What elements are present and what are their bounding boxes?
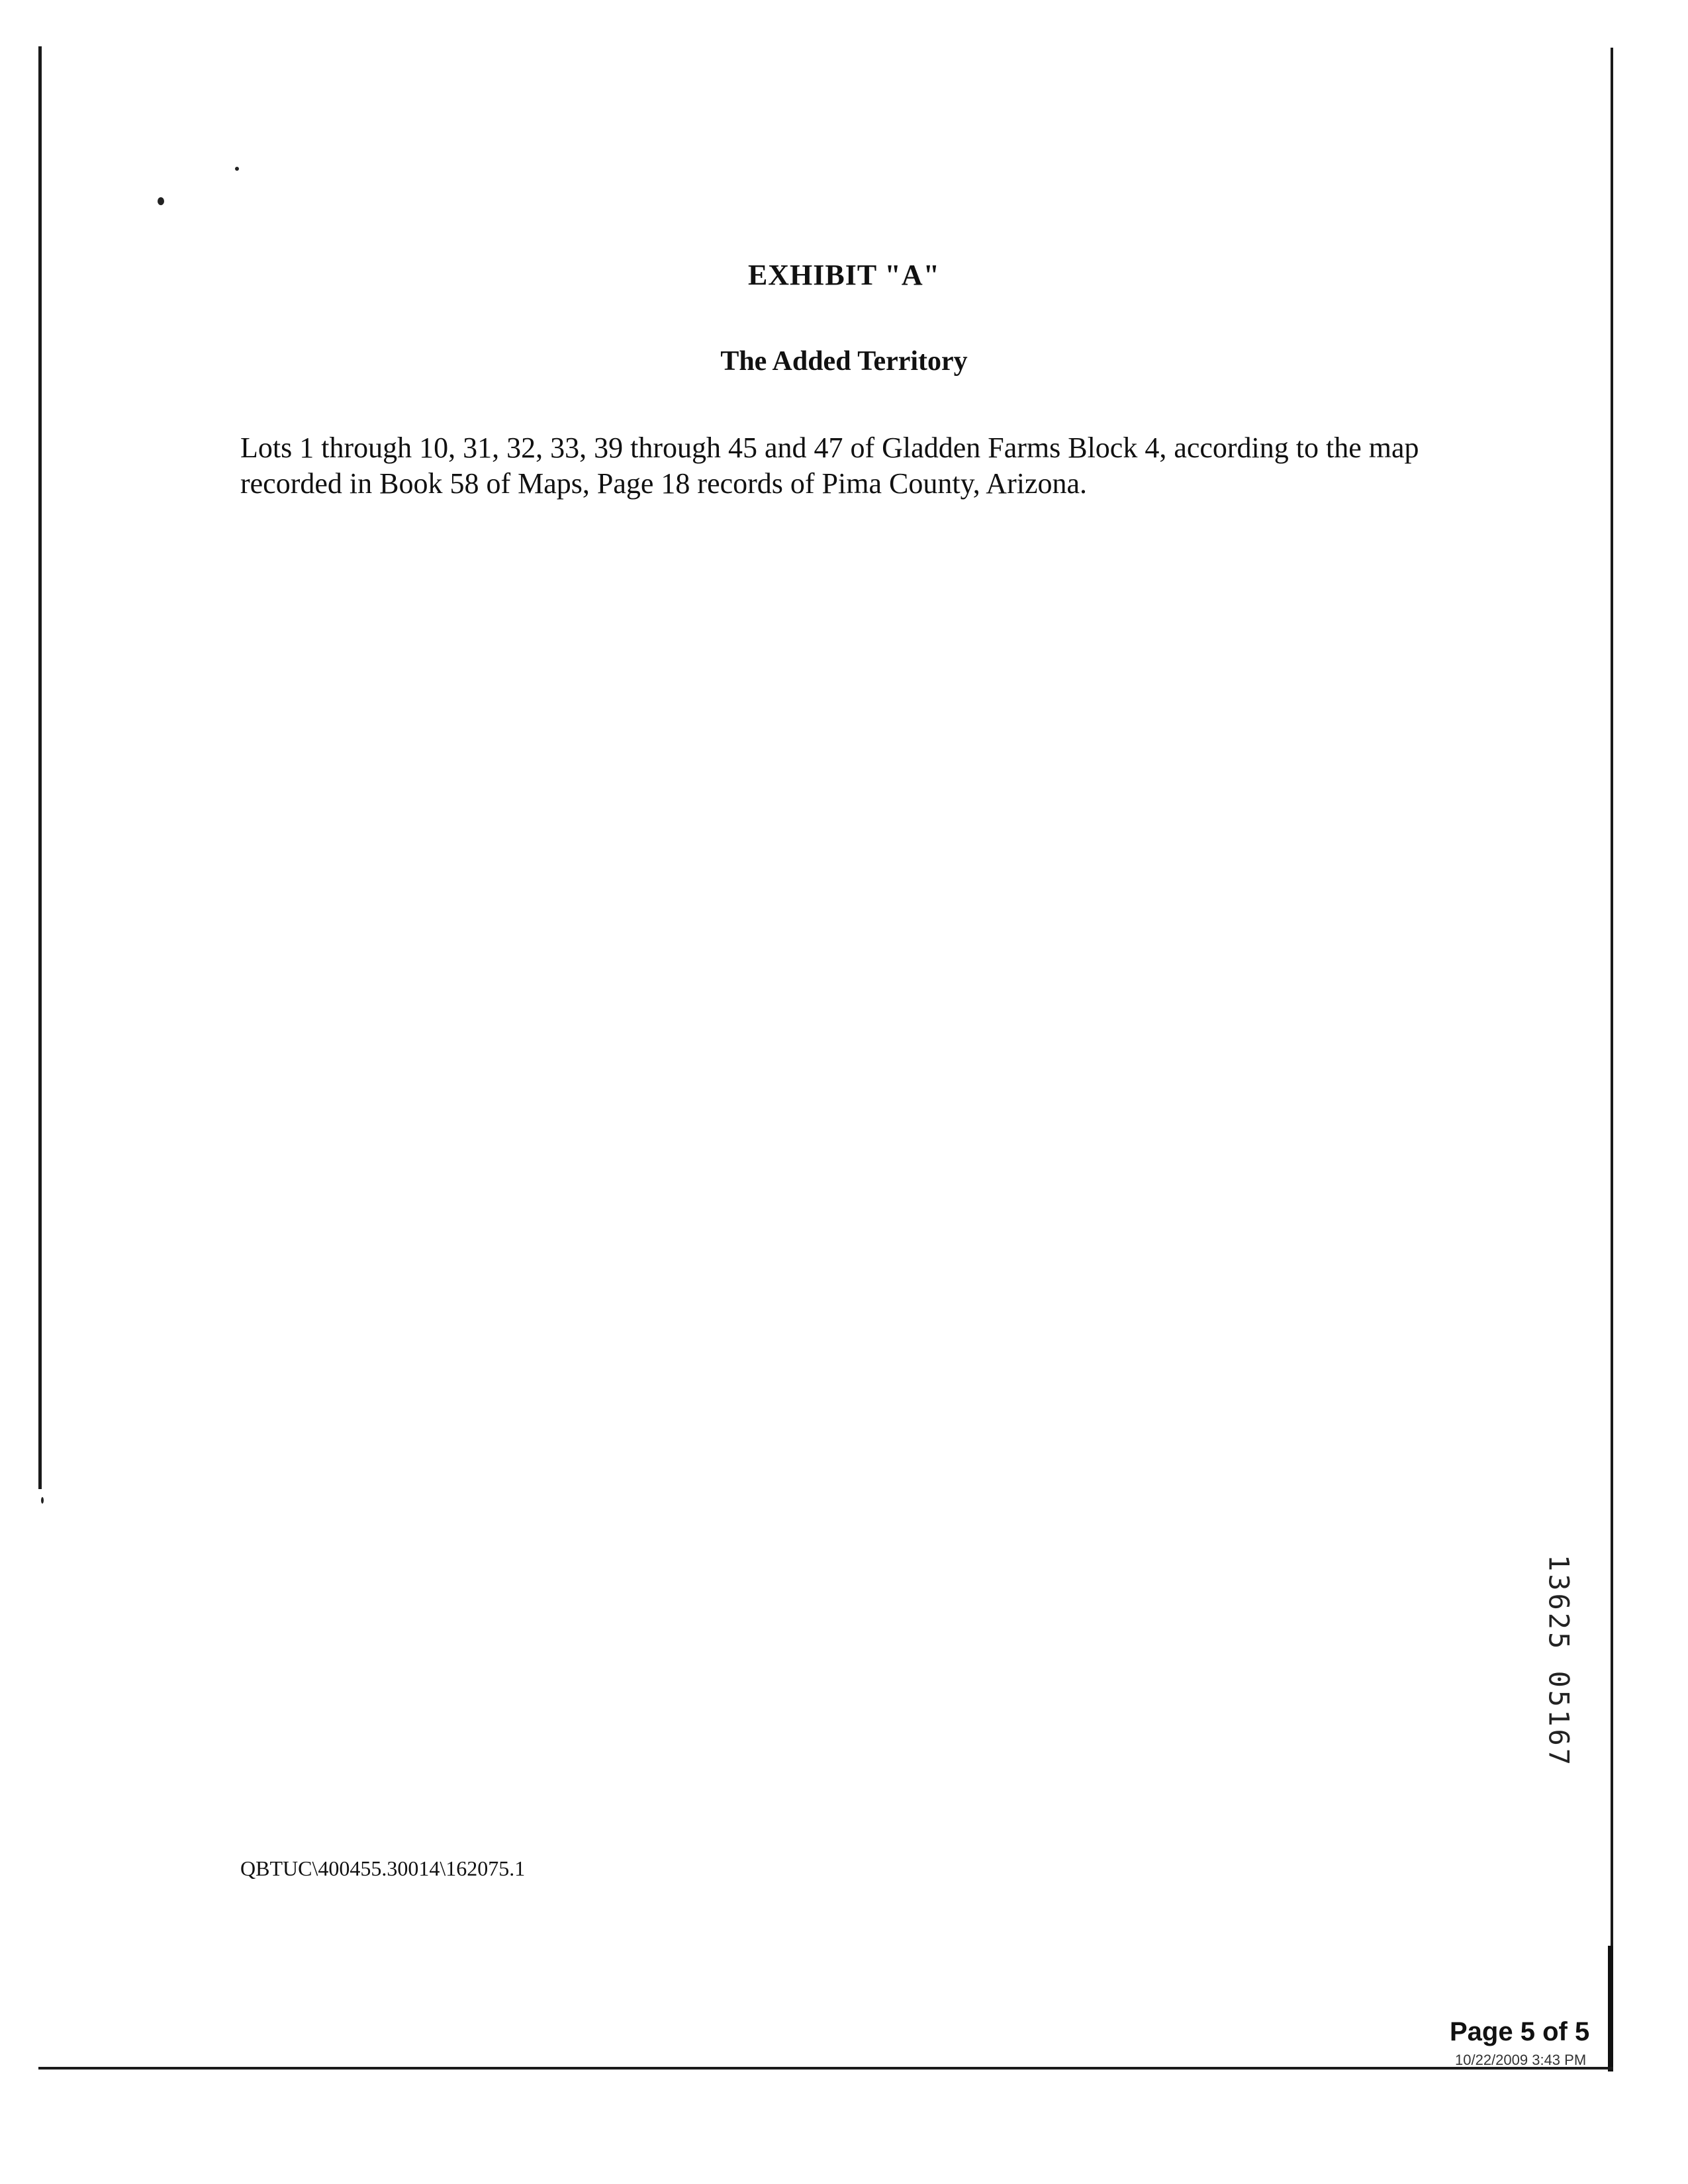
scan-border-right-heavy bbox=[1608, 1946, 1613, 2071]
page-number: Page 5 of 5 bbox=[1450, 2017, 1590, 2046]
scan-border-bottom bbox=[38, 2067, 1613, 2070]
print-timestamp: 10/22/2009 3:43 PM bbox=[1455, 2052, 1587, 2068]
exhibit-title: EXHIBIT "A" bbox=[747, 259, 941, 291]
document-reference: QBTUC\400455.30014\162075.1 bbox=[240, 1856, 526, 1880]
section-title: The Added Territory bbox=[720, 346, 968, 377]
recording-stamp-text: 13625 05167 bbox=[1542, 1554, 1575, 1768]
recording-stamp bbox=[1529, 1522, 1589, 1800]
scan-speck bbox=[41, 1497, 44, 1504]
scan-speck bbox=[235, 167, 239, 171]
scan-speck bbox=[158, 197, 164, 205]
legal-description: Lots 1 through 10, 31, 32, 33, 39 through 45 and 47 of Gladden Farms Block 4, according to the map recorded in Book 58 of Maps, Page 18 records of Pima County, Arizona. bbox=[240, 432, 1419, 500]
